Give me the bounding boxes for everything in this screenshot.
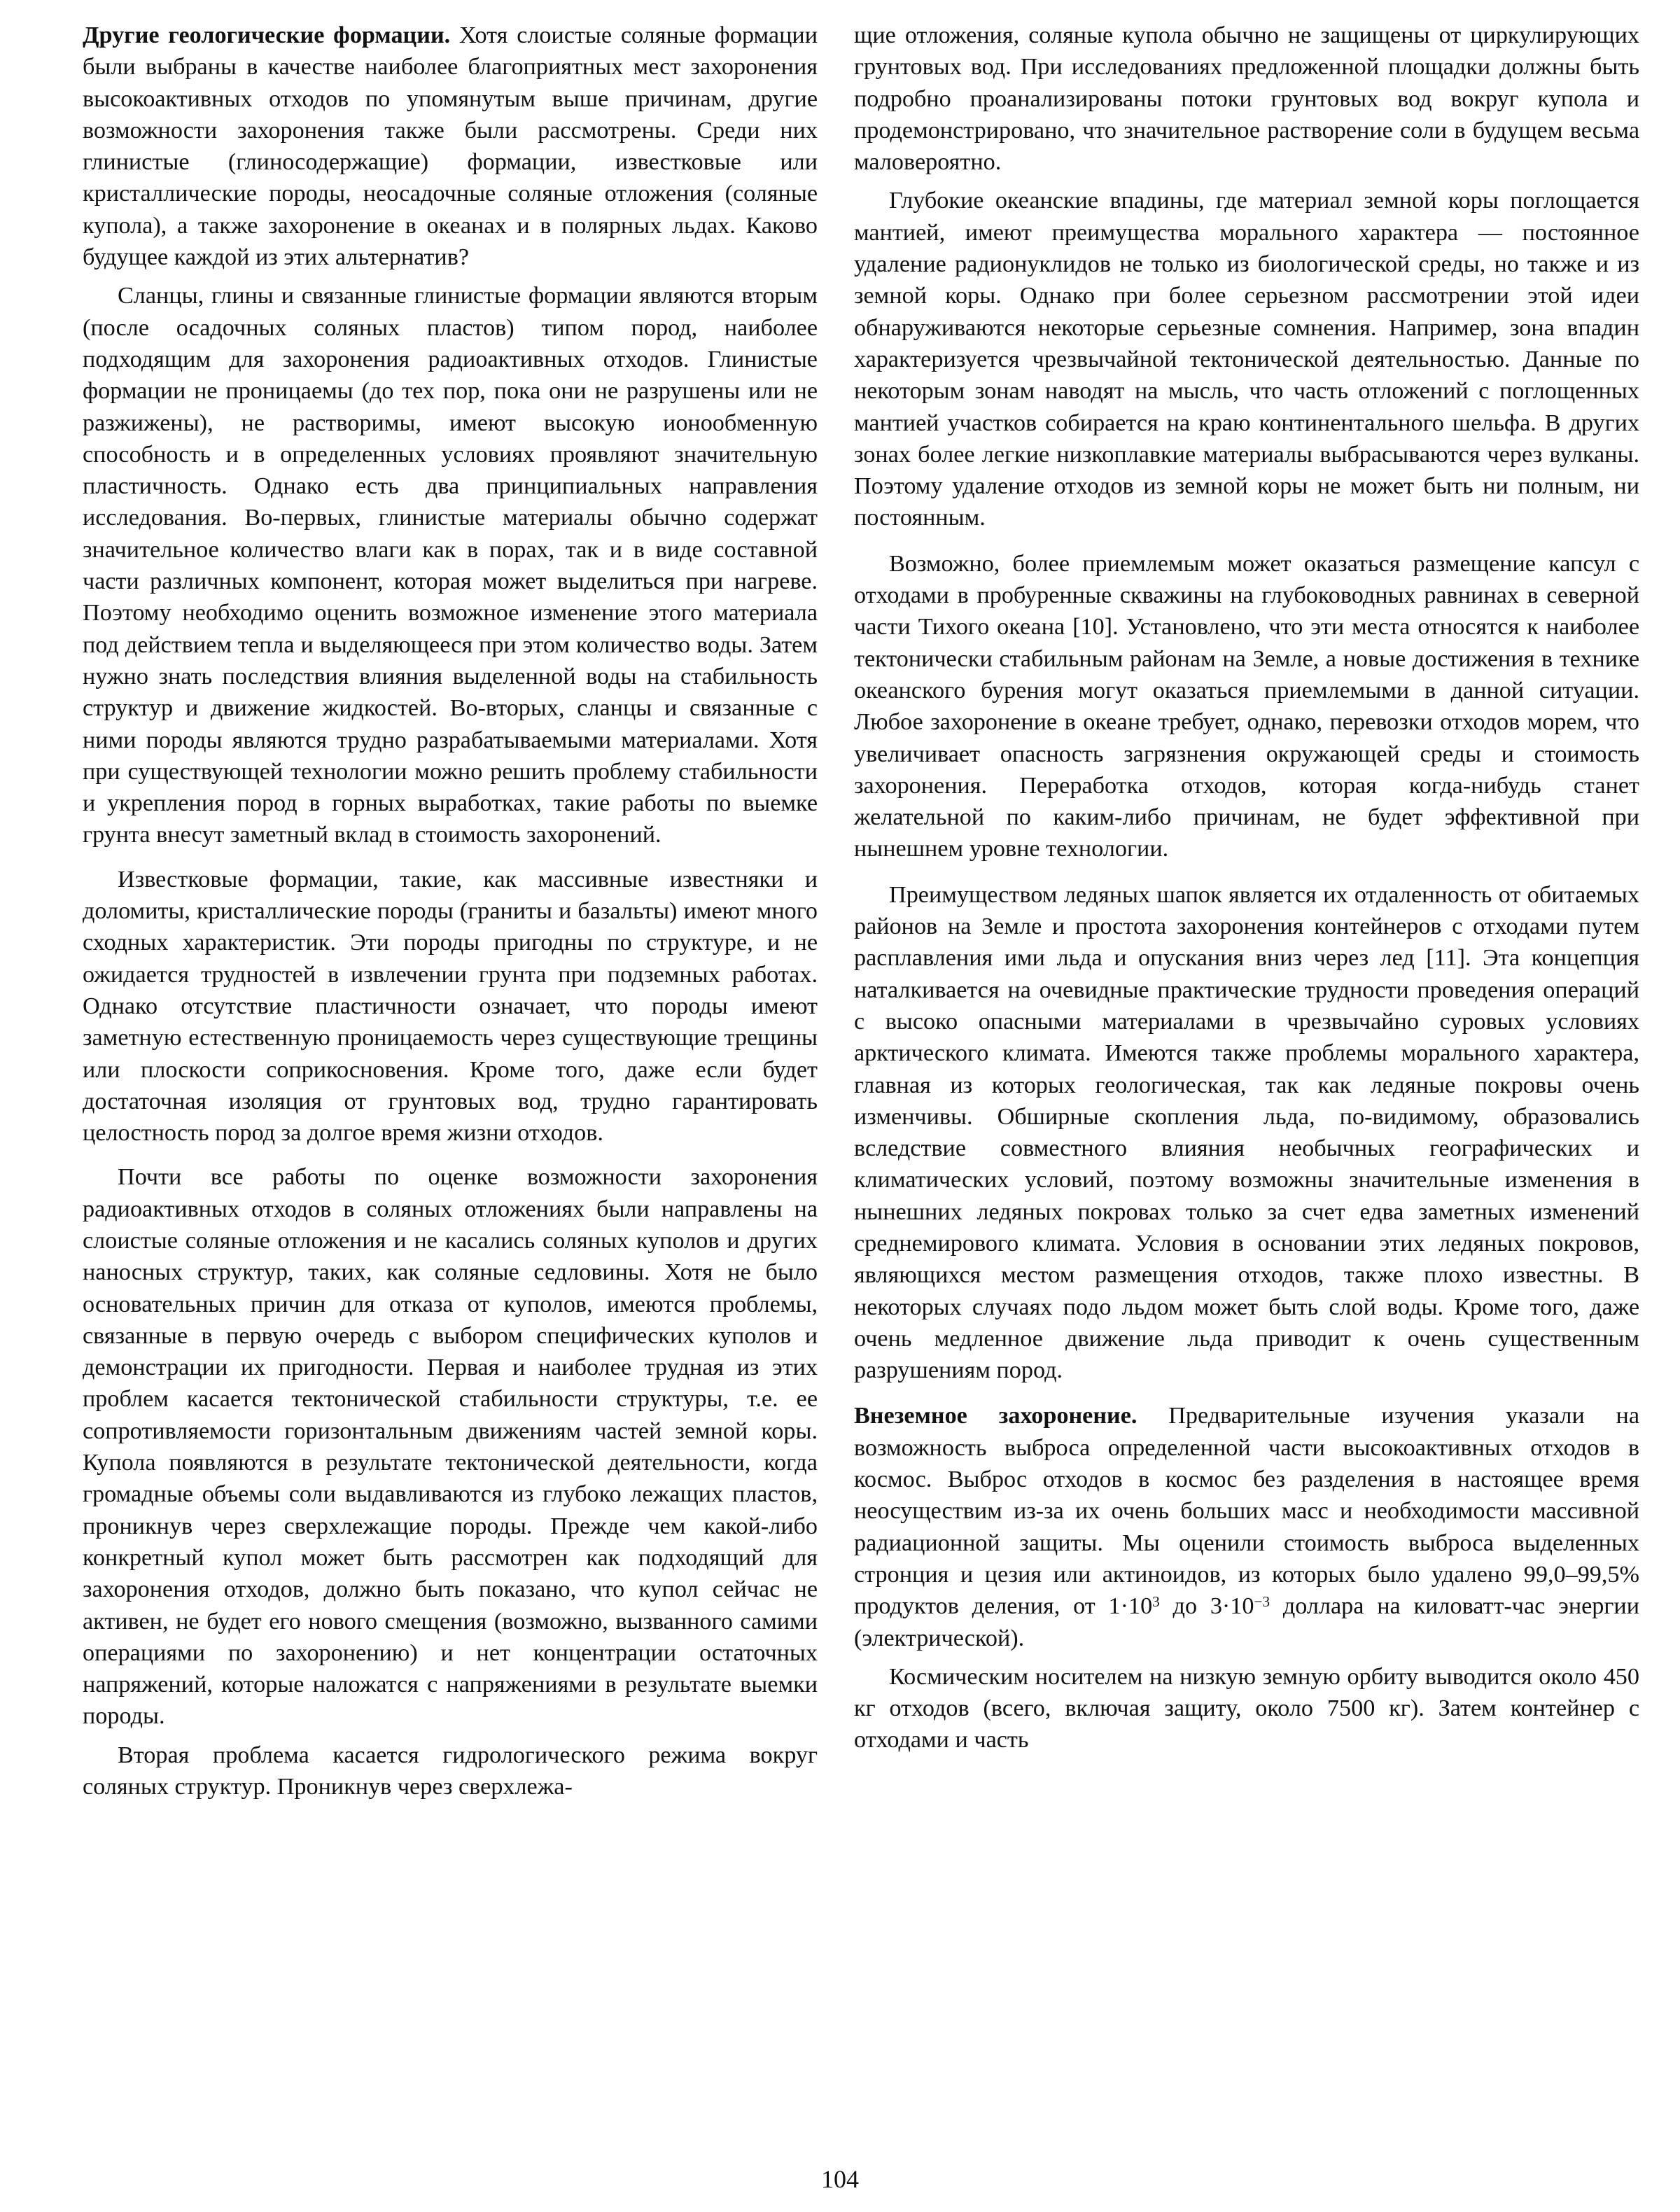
paragraph-ocean-boreholes: Возможно, более приемлемым может оказаться размещение капсул с отходами в пробуренные скважины на глубоководных равнинах в северной части Тихого океана [10]. Установлено, что эти места относятся к наиболее тектонически стабильным районам на Земле, а новые достижения в технике океанского бурения могут оказаться приемлемыми в данной ситуации. Любое захоронение в океане требует, однако, перевозки отходов морем, что увеличивает опасность загрязнения окружающей среды и стоимость захоронения. Переработка отходов, которая когда-нибудь станет желательной по каким-либо причинам, не будет эффективной при нынешнем уровне технологии. — [854, 550, 1639, 862]
paragraph-ice-caps: Преимуществом ледяных шапок является их отдаленность от обитаемых районов на Земле и простота захоронения контейнеров с отходами путем расплавления ими льда и опускания вниз через лед [11]. Эта концепция наталкивается на очевидные практические трудности проведения операций с высоко опасными материалами в чрезвычайно суровых условиях арктического климата. Имеются также проблемы морального характера, главная из которых геологическая, так как ледяные покровы очень изменчивы. Обширные скопления льда, по-видимому, образовались вследствие совместного влияния необычных географических и климатических условий, поэтому возможны значительные изменения в нынешних ледяных покровах только за счет едва заметных изменений среднемирового климата. Условия в основании этих ледяных покровов, являющихся местом размещения отходов, также плохо известны. В некоторых случаях подо льдом может быть слой воды. Кроме того, даже очень медленное движение льда приводит к очень существенным разрушениям пород. — [854, 881, 1639, 1384]
paragraph-text: до 3·10 — [1159, 1593, 1254, 1620]
paragraph-text: Хотя слоистые соляные формации были выбраны в качестве наиболее благоприятных мест захоронения высокоактивных отходов по упомянутым выше причинам, другие возможности захоронения также были рассмотрены. Среди них глинистые (глиносодержащие) формации, известковые или кристаллические породы, неосадочные соляные отложения (соляные купола), а также захоронение в океанах и в полярных льдах. Каково будущее каждой из этих альтернатив? — [83, 22, 818, 271]
paragraph-continuation: щие отложения, соляные купола обычно не защищены от циркулирующих грунтовых вод. При исследованиях предложенной площадки должны быть подробно проанализированы потоки грунтовых вод вокруг купола и продемонстрировано, что значительное растворение соли в будущем весьма маловероятно. — [854, 22, 1639, 176]
section-heading-other-formations: Другие геологические формации. — [83, 22, 451, 48]
paragraph-text: Предварительные изучения указали на возможность выброса определенной части высокоактивных отходов в космос. Выброс отходов в космос без разделения в настоящее время неосуществим из-за их очень больших масс и необходимости массивной радиационной защиты. Мы оценили стоимость выброса выделенных стронция и цезия или актиноидов, из которых было удалено 99,0–99,5% продуктов деления, от 1·10 — [854, 1403, 1640, 1620]
paragraph-limestone-formations: Известковые формации, такие, как массивные известняки и доломиты, кристаллические породы (граниты и базальты) имеют много сходных характеристик. Эти породы пригодны по структуре, и не ожидается трудностей в извлечении грунта при подземных работах. Однако отсутствие пластичности означает, что породы имеют заметную естественную проницаемость через существующие трещины или плоскости соприкосновения. Кроме того, даже если будет достаточная изоляция от грунтовых вод, трудно гарантировать целостность пород за долгое время жизни отходов. — [83, 866, 818, 1147]
paragraph-ocean-trenches: Глубокие океанские впадины, где материал земной коры поглощается мантией, имеют преимущества морального характера — постоянное удаление радионуклидов не только из биологической среды, но также и из земной коры. Однако при более серьезном рассмотрении этой идеи обнаруживаются некоторые серьезные сомнения. Например, зона впадин характеризуется чрезвычайной тектонической деятельностью. Данные по некоторым зонам наводят на мысль, что часть отложений с поглощенных мантией участков собирается на краю континентального шельфа. В других зонах более легкие низкоплавкие материалы выбрасываются через вулканы. Поэтому удаление отходов из земной коры не может быть ни полным, ни постоянным. — [854, 188, 1639, 531]
paragraph-other-formations — [83, 20, 818, 273]
left-column — [83, 20, 818, 1809]
right-column — [854, 20, 1639, 1763]
paragraph-extraterrestrial — [854, 1400, 1639, 1653]
superscript: 3 — [1152, 1592, 1160, 1610]
section-heading-extraterrestrial: Внеземное захоронение. — [854, 1403, 1138, 1429]
paragraph-salt-domes: Почти все работы по оценке возможности захоронения радиоактивных отходов в соляных отложениях были направлены на слоистые соляные отложения и не касались соляных куполов и других наносных структур, таких, как соляные седловины. Хотя не было основательных причин для отказа от куполов, имеются проблемы, связанные в первую очередь с выбором специфических куполов и демонстрации их пригодности. Первая и наиболее трудная из этих проблем касается тектонической стабильности структуры, т.е. ее сопротивляемости горизонтальным движениям частей земной коры. Купола появляются в результате тектонической деятельности, когда громадные объемы соли выдавливаются из глубоко лежащих пластов, проникнув через сверхлежащие породы. Прежде чем какой-либо конкретный купол может быть рассмотрен как подходящий для захоронения отходов, должно быть показано, что купол сейчас не активен, не будет его нового смещения (возможно, вызванного самими операциями по захоронению) и нет концентрации остаточных напряжений, которые наложатся с напряжениями в результате выемки породы. — [83, 1164, 818, 1730]
page-number: 104 — [821, 2165, 859, 2193]
superscript: −3 — [1254, 1592, 1270, 1610]
paragraph-space-carrier: Космическим носителем на низкую земную орбиту выводится около 450 кг отходов (всего, включая защиту, около 7500 кг). Затем контейнер с отходами и часть — [854, 1663, 1639, 1754]
paragraph-text: доллара на киловатт-час энергии (электрической). — [854, 1593, 1639, 1651]
paragraph-clay-formations: Сланцы, глины и связанные глинистые формации являются вторым (после осадочных соляных пластов) типом пород, наиболее подходящим для захоронения радиоактивных отходов. Глинистые формации не проницаемы (до тех пор, пока они не разрушены или не разжижены), не растворимы, имеют высокую ионообменную способность и в определенных условиях проявляют значительную пластичность. Однако есть два принципиальных направления исследования. Во-первых, глинистые материалы обычно содержат значительное количество влаги как в порах, так и в виде составной части различных компонент, которая может выделиться при нагреве. Поэтому необходимо оценить возможное изменение этого материала под действием тепла и выделяющееся при этом количество воды. Затем нужно знать последствия влияния выделенной воды на стабильность структур и движение жидкостей. Во-вторых, сланцы и связанные с ними породы являются трудно разрабатываемыми материалами. Хотя при существующей технологии можно решить проблему стабильности и укрепления пород в горных выработках, такие работы по выемке грунта внесут заметный вклад в стоимость захоронений. — [83, 283, 818, 848]
paragraph-hydrology: Вторая проблема касается гидрологического режима вокруг соляных структур. Проникнув через сверхлежа- — [83, 1742, 818, 1800]
